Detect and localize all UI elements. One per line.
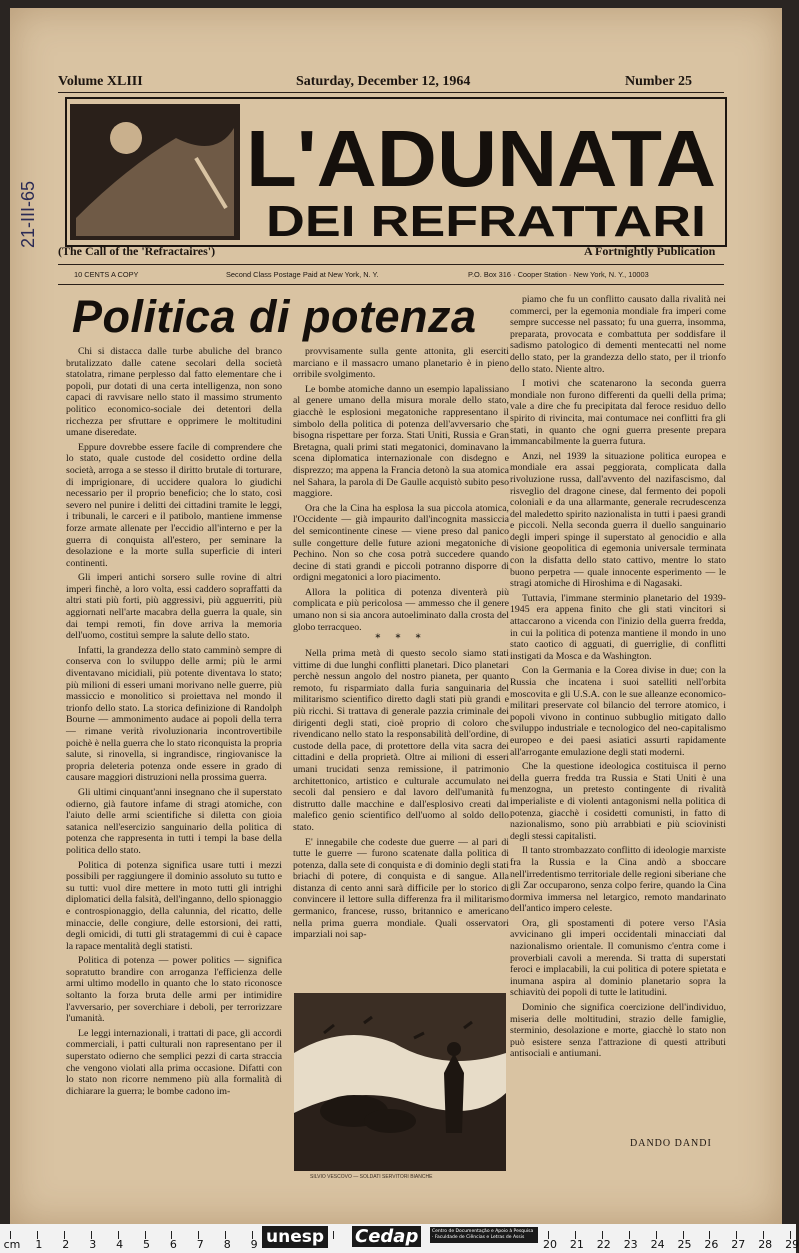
article-paragraph: Tuttavia, l'immane sterminio planetario del 1939-1945 era appena finito che gli stati vincitori si attaccarono a vicenda con l'inizio della guerra fredda, in cui la politica di potenza mantiene il mondo in uno stato caotico di agguati, di guerriglie, di conflitti instigati da Mosca e da Washington.: [510, 592, 726, 662]
article-paragraph: provvisamente sulla gente attonita, gli eserciti marciano e il massacro umano planetario è in pieno orribile svolgimento.: [293, 346, 509, 381]
article-paragraph: Con la Germania e la Corea divise in due; con la Russia che incatena i suoi satelliti nell'orbita moscovita e gli U.S.A. con le sue alleanze economico-militari preservate col bilancio del terrore atomico, i popoli vivono in continuo subbuglio mitigato dallo sviluppo industriale e tecnologico del neo-capitalismo europeo e dei paesi asiatici assurti rapidamente all'arrogante emulazione degli stati moderni.: [510, 665, 726, 758]
ruler-number: 5: [143, 1238, 150, 1251]
lower-rule: [58, 284, 724, 285]
ruler-number: 4: [116, 1238, 124, 1251]
cedap-caption: Centro de Documentação e Apoio à Pesquisa · Faculdade de Ciências e Letras de Assis: [430, 1227, 538, 1243]
article-paragraph: Gli imperi antichi sorsero sulle rovine di altri imperi finchè, a loro volta, essi caddero sopraffatti da altri stati più forti, più aggressivi, più agguerriti, più aggiornati nell'arte macabra della guerra la quale, sin dai tempi remoti, fin dove arriva la memoria dell'uomo, costituì sempre la salute dello stato.: [66, 572, 282, 642]
woodcut-credit: SILVIO VESCOVO — SOLDATI SERVITORI BIANCHE: [310, 1174, 433, 1180]
article-paragraph: Che la questione ideologica costituisca il perno della guerra fredda tra Russia e Stati Uniti è una menzogna, un pretesto contingente di rivalità imperialiste e di violenti antagonismi nella politica di potenza, giacchè i cosidetti comunisti, in fatto di nazionalismo, sono più arrabbiati e più sciovinisti degli stessi capitalisti.: [510, 761, 726, 842]
woodcut-illustration: [294, 993, 506, 1171]
article-paragraph: Ora che la Cina ha esplosa la sua piccola atomica, l'Occidente — già impaurito dall'incognita massiccia del semicontinente cinese — viene preso dal panico sulle congetture delle future azioni megatoniche di Pechino. Non so che cosa potrà succedere quando decine di stati grandi e piccoli potranno disporre di ordigni megatonici a loro piacimento.: [293, 502, 509, 584]
headline: Politica di potenza: [72, 291, 477, 342]
article-paragraph: Chi si distacca dalle turbe abuliche del branco brutalizzato dalle catene secolari della società statolatra, rimane perplesso dal fatto elementare che i popoli, pur dotati di una certa intelligenza, non sono capaci di ravvisare nello stato il massimo strumento politico economico-sociale dei detentori della ricchezza per sfruttare e opprimere le moltitudini umane diseredate.: [66, 346, 282, 439]
handwritten-stamp: 21-III-65: [18, 180, 38, 248]
ruler-number: 25: [677, 1238, 692, 1251]
top-rule: [58, 92, 724, 93]
article-paragraph: E' innegabile che codeste due guerre — al pari di tutte le guerre — furono scatenate dalla politica di potenza, dalla sete di conquista e di dominio degli stati briachi di potere, di conquista e di sangue. Alla distanza di cento anni sarà difficile per lo storico di convincere il lettore sulla differenza fra il militarismo germanico, francese, russo, britannico e americano nella prima guerra mondiale. Quali osservatori imparziali noi sap-: [293, 836, 509, 941]
article-paragraph: Le leggi internazionali, i trattati di pace, gli accordi commerciali, i patti culturali non rapresentano per il superstato odierno che semplici pezzi di carta straccia che vengono violati alla prima occasione. Difatti con lo stato non ricorre nemmeno più alla formalità di dichiarare la guerra; le bombe cadono im-: [66, 1027, 282, 1097]
author-signature: DANDO DANDI: [630, 1138, 712, 1149]
article-paragraph: Eppure dovrebbe essere facile di comprendere che lo stato, quale custode del cosidetto ordine della società, arroga a se stesso il diritto brutale di torturare, di imprigionare, di uccidere qualora lo giudichi necessario per il proprio beneficio; che lo stato, così severo nel punire i delitti dei cittadini tramite le leggi, i tribunali, le carceri e il patibolo, mantiene immense forze armate allenate per l'eccidio all'interno e per la guerra di conquista all'estero, per seminare la desolazione e la morte sulla superficie di interi continenti.: [66, 441, 282, 569]
article-paragraph: Anzi, nel 1939 la situazione politica europea e mondiale era assai peggiorata, complicata dalla rivoluzione russa, dall'avvento del nazifascismo, dal risveglio del dragone cinese, dal fermento dei popoli coloniali e da una allarmante, generale recrudescenza del maledetto spirito nazionalista in tutti i paesi grandi e piccoli. Nella seconda guerra il duello sanguinario degli imperi spinge il superstato al genocidio e alla visione geopolitica di egemonia universale terminata con la disfatta dello stato cattivo, mentre lo stato buono perpetra — quale innocente esperimento — le stragi atomiche di Hiroshima e di Nagasaki.: [510, 450, 726, 590]
volume-label: Volume XLIII: [58, 74, 143, 89]
ruler-number: 20: [543, 1238, 557, 1251]
ruler-number: 28: [758, 1238, 773, 1251]
postage-info: Second Class Postage Paid at New York, N. Y.: [226, 270, 379, 279]
article-paragraph: Allora la politica di potenza diventerà più complicata e più pericolosa — ammesso che il genere umano non si sia ancora autoeliminato dalla crosta del globo terracqueo.: [293, 586, 509, 633]
article-paragraph: I motivi che scatenarono la seconda guerra mondiale non furono differenti da quelli della prima; vale a dire che fu precipitata dal feroce residuo dello spirito di rivincita, mai contumace nei conflitti fra gli stati, in quanto che ogni guerra presente prepara immancabilmente la guerra futura.: [510, 378, 726, 448]
ruler-number: 3: [89, 1238, 97, 1251]
masthead-logo: [66, 98, 726, 246]
ruler-number: 26: [704, 1238, 719, 1251]
article-paragraph: piamo che fu un conflitto causato dalla rivalità nei commerci, per la egemonia mondiale fra imperi come sempre successe nel passato; fu una guerra, insomma, preparata, provocata e combattuta per soddisfare il sadismo patologico di dementi mentecatti nel nome dello stato, per la grandezza dello stato, per il trionfo dello stato. Niente altro.: [510, 294, 726, 375]
ruler-number: 24: [650, 1238, 665, 1251]
unesp-logo: unesp: [262, 1226, 328, 1248]
article-paragraph: Infatti, la grandezza dello stato camminò sempre di conserva con lo sviluppo delle armi; più le armi diventavano micidiali, più potente diventava lo stato; più milioni di esseri umani morivano nelle guerre, più massiccio e monolitico si proiettava nel mondo il trionfo dello stato. La storica definizione di Randolph Bourne — ammonimento audace ai popoli della terra — rimane verità rivoluzionaria incontrovertibile poichè è nella guerra che lo stato riconquista la propria salute, si rinovella, si ingrandisce, ringiovanisce la propria deleteria potenza onde essere in grado di causare maggiori distruzioni nella prossima guerra.: [66, 644, 282, 784]
masthead-title: L'ADUNATA: [246, 114, 716, 203]
article-paragraph: Dominio che significa coercizione dell'individuo, miseria delle moltitudini, strazio delle famiglie, sterminio, desolazione e morte, giacchè lo stato non può esistere senza l'attrazione di questi attributi antisociali e antiumani.: [510, 1002, 726, 1060]
article-paragraph: Politica di potenza significa usare tutti i mezzi possibili per raggiungere il dominio assoluto su tutto e su tutti: vuol dire mettere in moto tutti gli intrighi diplomatici della falsità, dell'inganno, dello spionaggio e controspionaggio, della calunnia, del ricatto, delle minaccie, delle congiure, delle estorsioni, dei ratti, degli omicidi, di tutti gli stratagemmi di cui è capace la rapace mentalità degli statisti.: [66, 859, 282, 952]
ruler-number: cm: [3, 1238, 21, 1251]
po-box-address: P.O. Box 316 · Cooper Station · New York, N. Y., 10003: [468, 270, 649, 279]
article-paragraph: Politica di potenza — power politics — significa sopratutto brandire con arroganza l'efficienza delle armi ultimo modello in quanto che lo stato riconosce soltanto la forza bruta delle armi per intimidire l'avversario, per soverchiare i deboli, per terrorizzare l'umanità.: [66, 955, 282, 1025]
article-paragraph: Le bombe atomiche danno un esempio lapalissiano al genere umano della misura morale dello stato, giacchè le esplosioni megatoniche rappresentano il simbolo della politica di potenza dell'avversario che bisogna rispettare per forza. Stati Uniti, Russia e Gran Bretagna, quali primi stati megatonici, dominavano la scena diplomatica internazionale con disdegno e disprezzo; ma appena la Francia detonò la sua atomica nel Sahara, la parola di De Gaulle acquistò subito peso maggiore.: [293, 383, 509, 500]
issue-number: Number 25: [625, 74, 693, 89]
article-paragraph: Il tanto strombazzato conflitto di ideologie marxiste fra la Russia e la Cina andò a sboccare nell'irredentismo territoriale delle regioni siberiane che gli Zar occuparono, senza colpo ferire, quando la Cina dormiva immersa nel letargico, remoto mandarinato dell'antico impero celeste.: [510, 845, 726, 915]
cedap-logo: Cedap: [352, 1226, 421, 1247]
article-paragraph: Ora, gli spostamenti di potere verso l'Asia avvicinano gli imperi occidentali minacciati dal nazionalismo orientale. Il comunismo c'entra come i proverbiali cavoli a merenda. Si tratta di superstati feroci e implacabili, la cui politica di potere spietata e inumana aspira al dominio planetario sopra la schiavitù dei popoli di tutte le latitudini.: [510, 917, 726, 999]
article-paragraph: Nella prima metà di questo secolo siamo stati vittime di due lunghi conflitti planetari. Dico planetari perchè nessun angolo del nostro pianeta, per quanto remoto, fu risparmiato dalla furia sanguinaria del militarismo scientifico diretto dagli stati più grandi e più ricchi. Si trattava di generale pazzia criminale dei dirigenti degli stati, cioè proprio di coloro che rivendicano nello stato la responsabilità dell'ordine, di custode della pace, di protettore della vita sacra dei cittadini e della proprietà. Oltre ai milioni di esseri umani trucidati senza remissione, il patrimonio architettonico, artistico e culturale accumulato nei secoli dal pensiero e dal lavoro dell'umanità fu distrutto dalle macchine e dall'esplosivo creati dal malefico genio scientifico dell'uomo al soldo dello stato.: [293, 648, 509, 833]
price: 10 CENTS A COPY: [74, 270, 139, 279]
ruler-number: 23: [623, 1238, 638, 1251]
column-2: [293, 346, 509, 633]
newspaper-page: [10, 8, 782, 1224]
ruler-number: 1: [35, 1238, 43, 1251]
ruler-number: 2: [62, 1238, 70, 1251]
ruler-number: 22: [596, 1238, 611, 1251]
mid-rule: [58, 264, 724, 265]
column-2-continued: [293, 648, 509, 988]
ruler-number: 8: [223, 1238, 231, 1251]
ruler-number: 27: [731, 1238, 746, 1251]
ruler-number: 9: [250, 1238, 258, 1251]
issue-date: Saturday, December 12, 1964: [296, 74, 471, 89]
ruler-number: 6: [169, 1238, 177, 1251]
section-separator: * * *: [375, 633, 427, 644]
subtitle-right: A Fortnightly Publication: [584, 244, 716, 258]
ruler-number: 29: [785, 1238, 799, 1251]
ruler-number: 7: [196, 1238, 204, 1251]
column-1: [66, 346, 282, 1216]
masthead-subtitle: DEI REFRATTARI: [266, 197, 706, 246]
ruler-tick: [333, 1231, 334, 1239]
article-paragraph: Gli ultimi cinquant'anni insegnano che il superstato odierno, già fautore infame di stragi atomiche, con l'aiuto delle armi scientifiche si diletta con gioia satanica nell'esercizio sanguinario della politica di potenza che rappresenta in tutti i tempi la base della politica dello stato.: [66, 786, 282, 856]
ruler-number: 21: [569, 1238, 584, 1251]
column-3: [510, 294, 726, 1154]
subtitle-left: (The Call of the 'Refractaires'): [58, 244, 216, 258]
